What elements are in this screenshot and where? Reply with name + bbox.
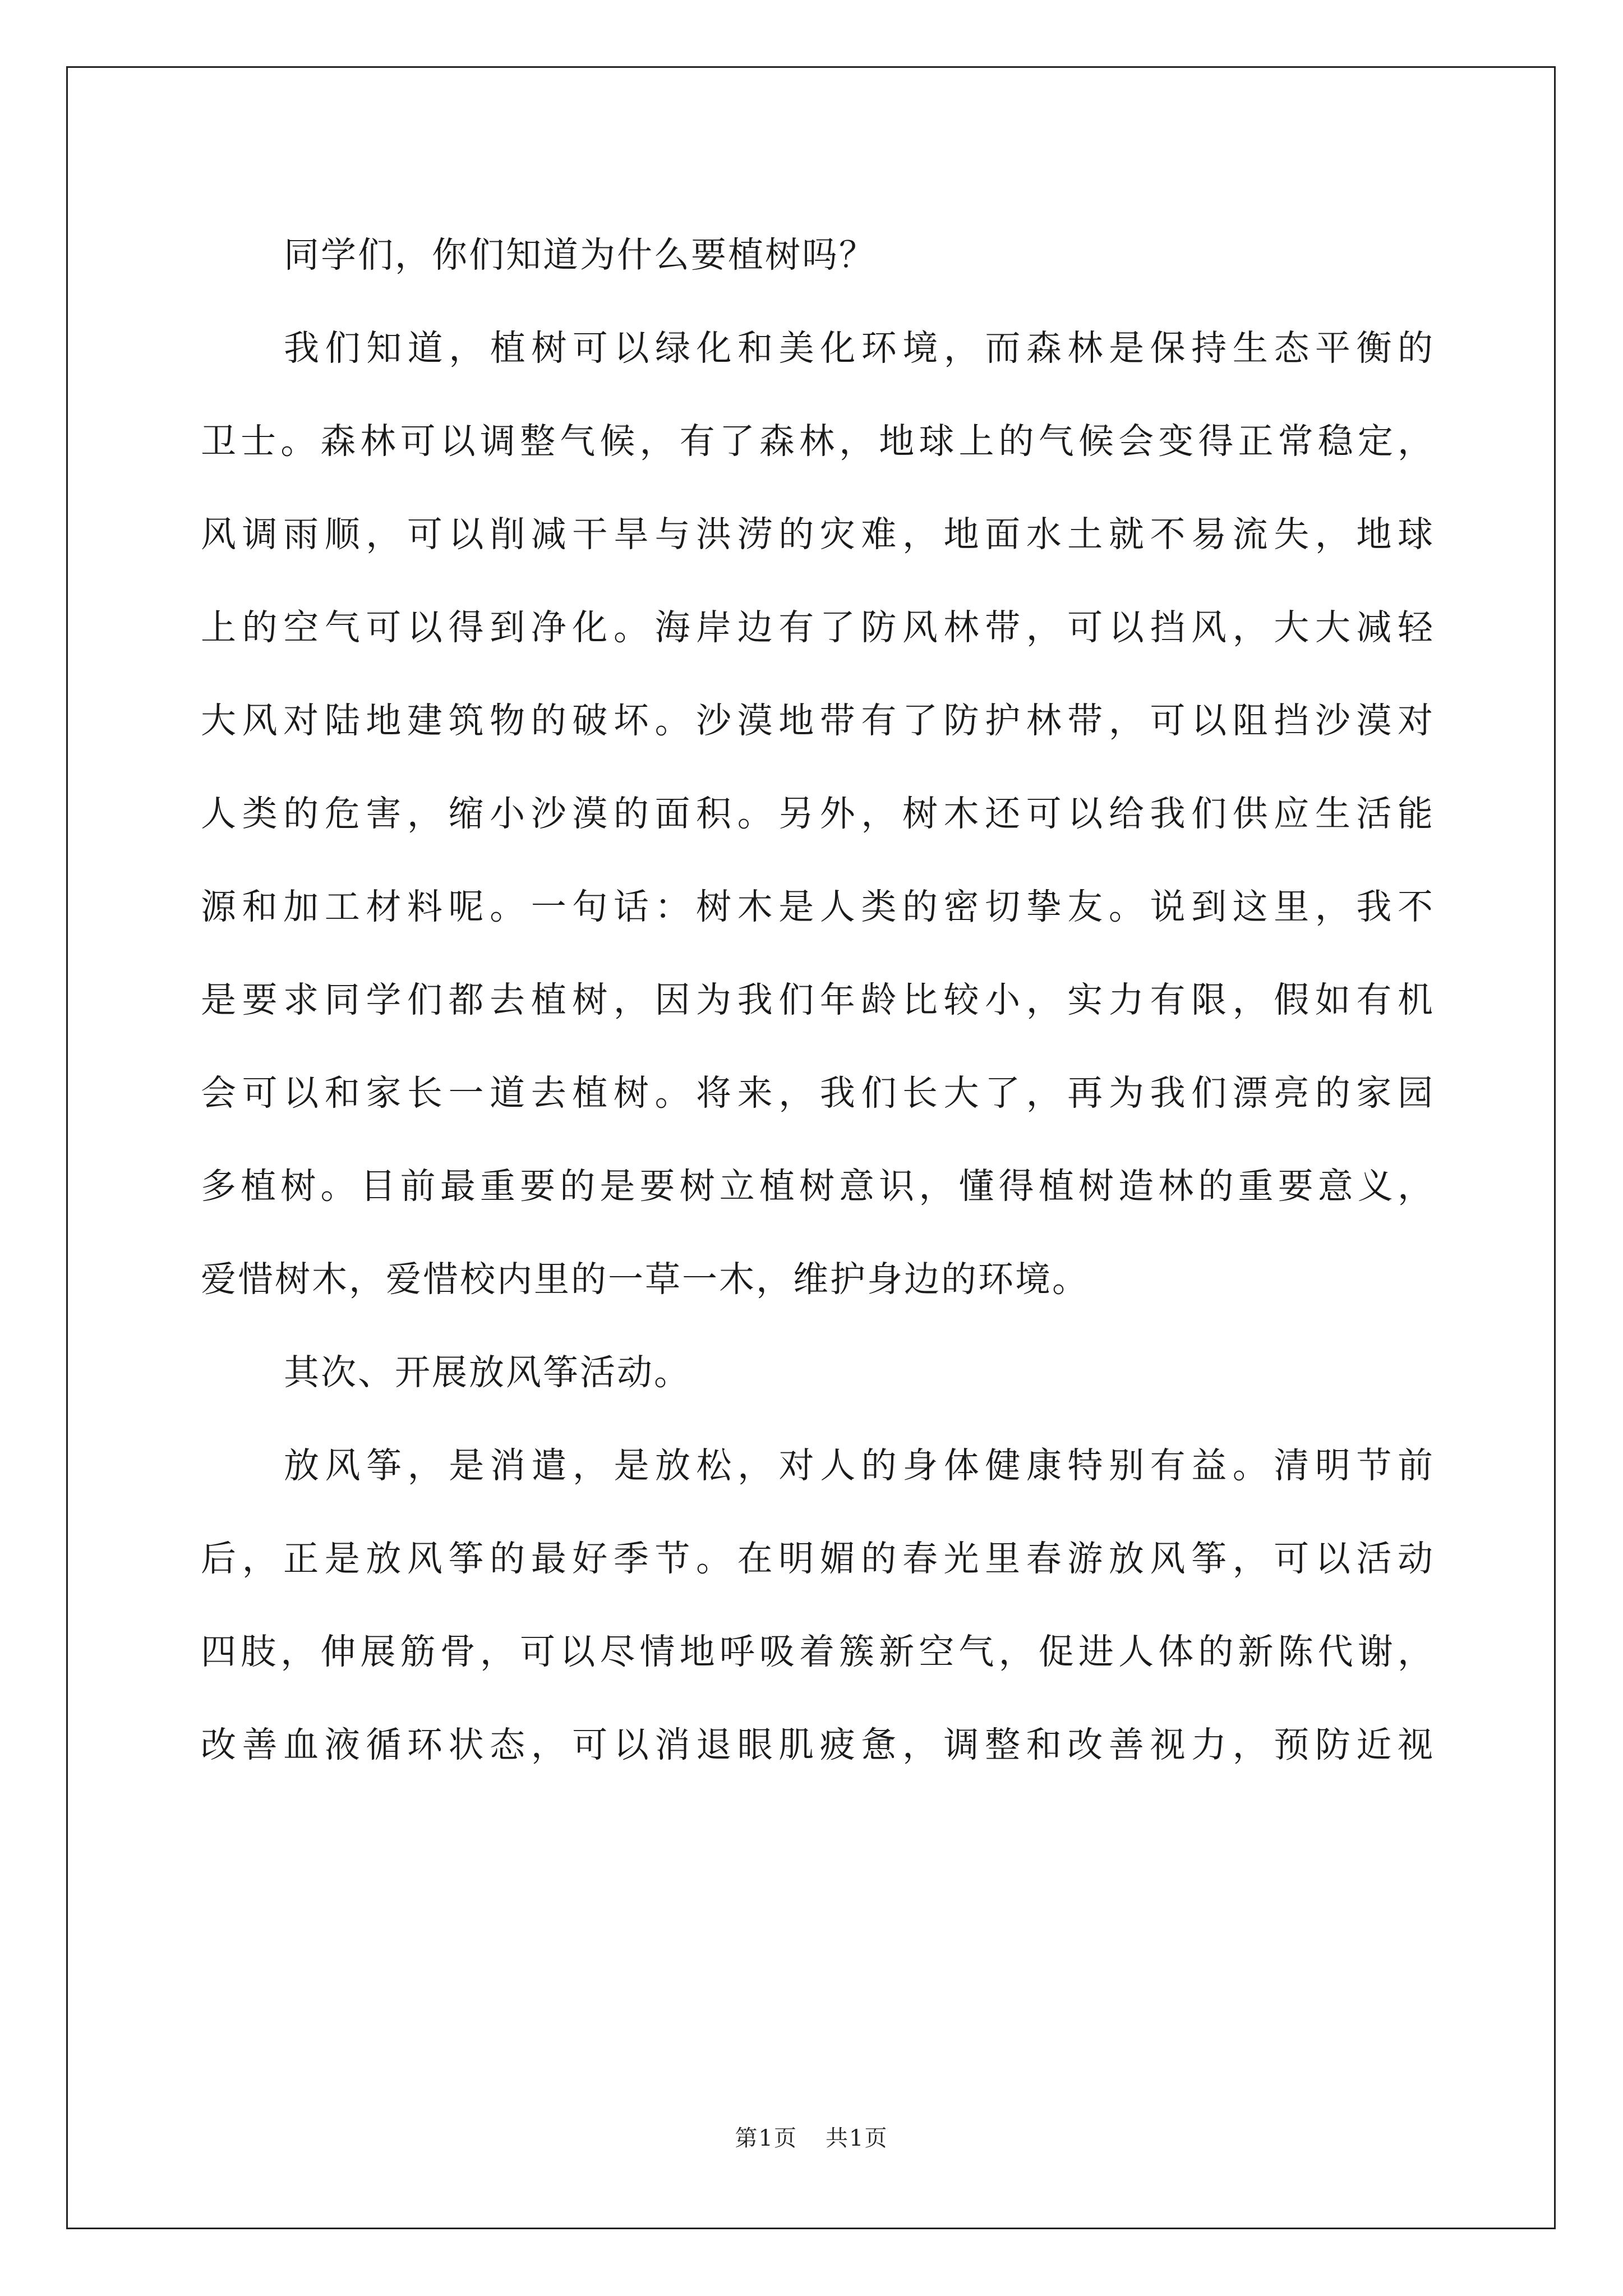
text-line: 卫士。森林可以调整气候，有了森林，地球上的气候会变得正常稳定， — [201, 421, 1435, 462]
paragraph-3 — [201, 1326, 1435, 1419]
text-line: 其次、开展放风筝活动。 — [284, 1352, 691, 1393]
paragraph-1 — [201, 209, 1435, 302]
text-line: 是要求同学们都去植树，因为我们年龄比较小，实力有限，假如有机 — [201, 979, 1435, 1020]
text-line: 人类的危害，缩小沙漠的面积。另外，树木还可以给我们供应生活能 — [201, 793, 1435, 834]
text-line: 同学们，你们知道为什么要植树吗？ — [284, 234, 876, 275]
text-line: 多植树。目前最重要的是要树立植树意识，懂得植树造林的重要意义， — [201, 1166, 1435, 1207]
text-line: 后，正是放风筝的最好季节。在明媚的春光里春游放风筝，可以活动 — [201, 1538, 1435, 1579]
page-number-total: 共1页 — [826, 2125, 888, 2151]
document-body — [201, 209, 1435, 1792]
paragraph-2 — [201, 302, 1435, 1326]
text-line: 会可以和家长一道去植树。将来，我们长大了，再为我们漂亮的家园 — [201, 1073, 1435, 1114]
text-line: 大风对陆地建筑物的破坏。沙漠地带有了防护林带，可以阻挡沙漠对 — [201, 700, 1435, 741]
text-line: 风调雨顺，可以削减干旱与洪涝的灾难，地面水土就不易流失，地球 — [201, 514, 1435, 555]
text-line: 源和加工材料呢。一句话：树木是人类的密切挚友。说到这里，我不 — [201, 886, 1435, 927]
page-footer — [0, 2120, 1623, 2152]
text-line: 上的空气可以得到净化。海岸边有了防风林带，可以挡风，大大减轻 — [201, 607, 1435, 648]
text-line: 我们知道，植树可以绿化和美化环境，而森林是保持生态平衡的 — [284, 328, 1435, 369]
page-number-current: 第1页 — [735, 2125, 797, 2151]
text-line: 四肢，伸展筋骨，可以尽情地呼吸着簇新空气，促进人体的新陈代谢， — [201, 1631, 1435, 1672]
text-line: 放风筝，是消遣，是放松，对人的身体健康特别有益。清明节前 — [284, 1445, 1435, 1486]
text-line: 改善血液循环状态，可以消退眼肌疲惫，调整和改善视力，预防近视 — [201, 1724, 1435, 1765]
paragraph-4 — [201, 1419, 1435, 1792]
text-line: 爱惜树木，爱惜校内里的一草一木，维护身边的环境。 — [201, 1259, 1089, 1300]
